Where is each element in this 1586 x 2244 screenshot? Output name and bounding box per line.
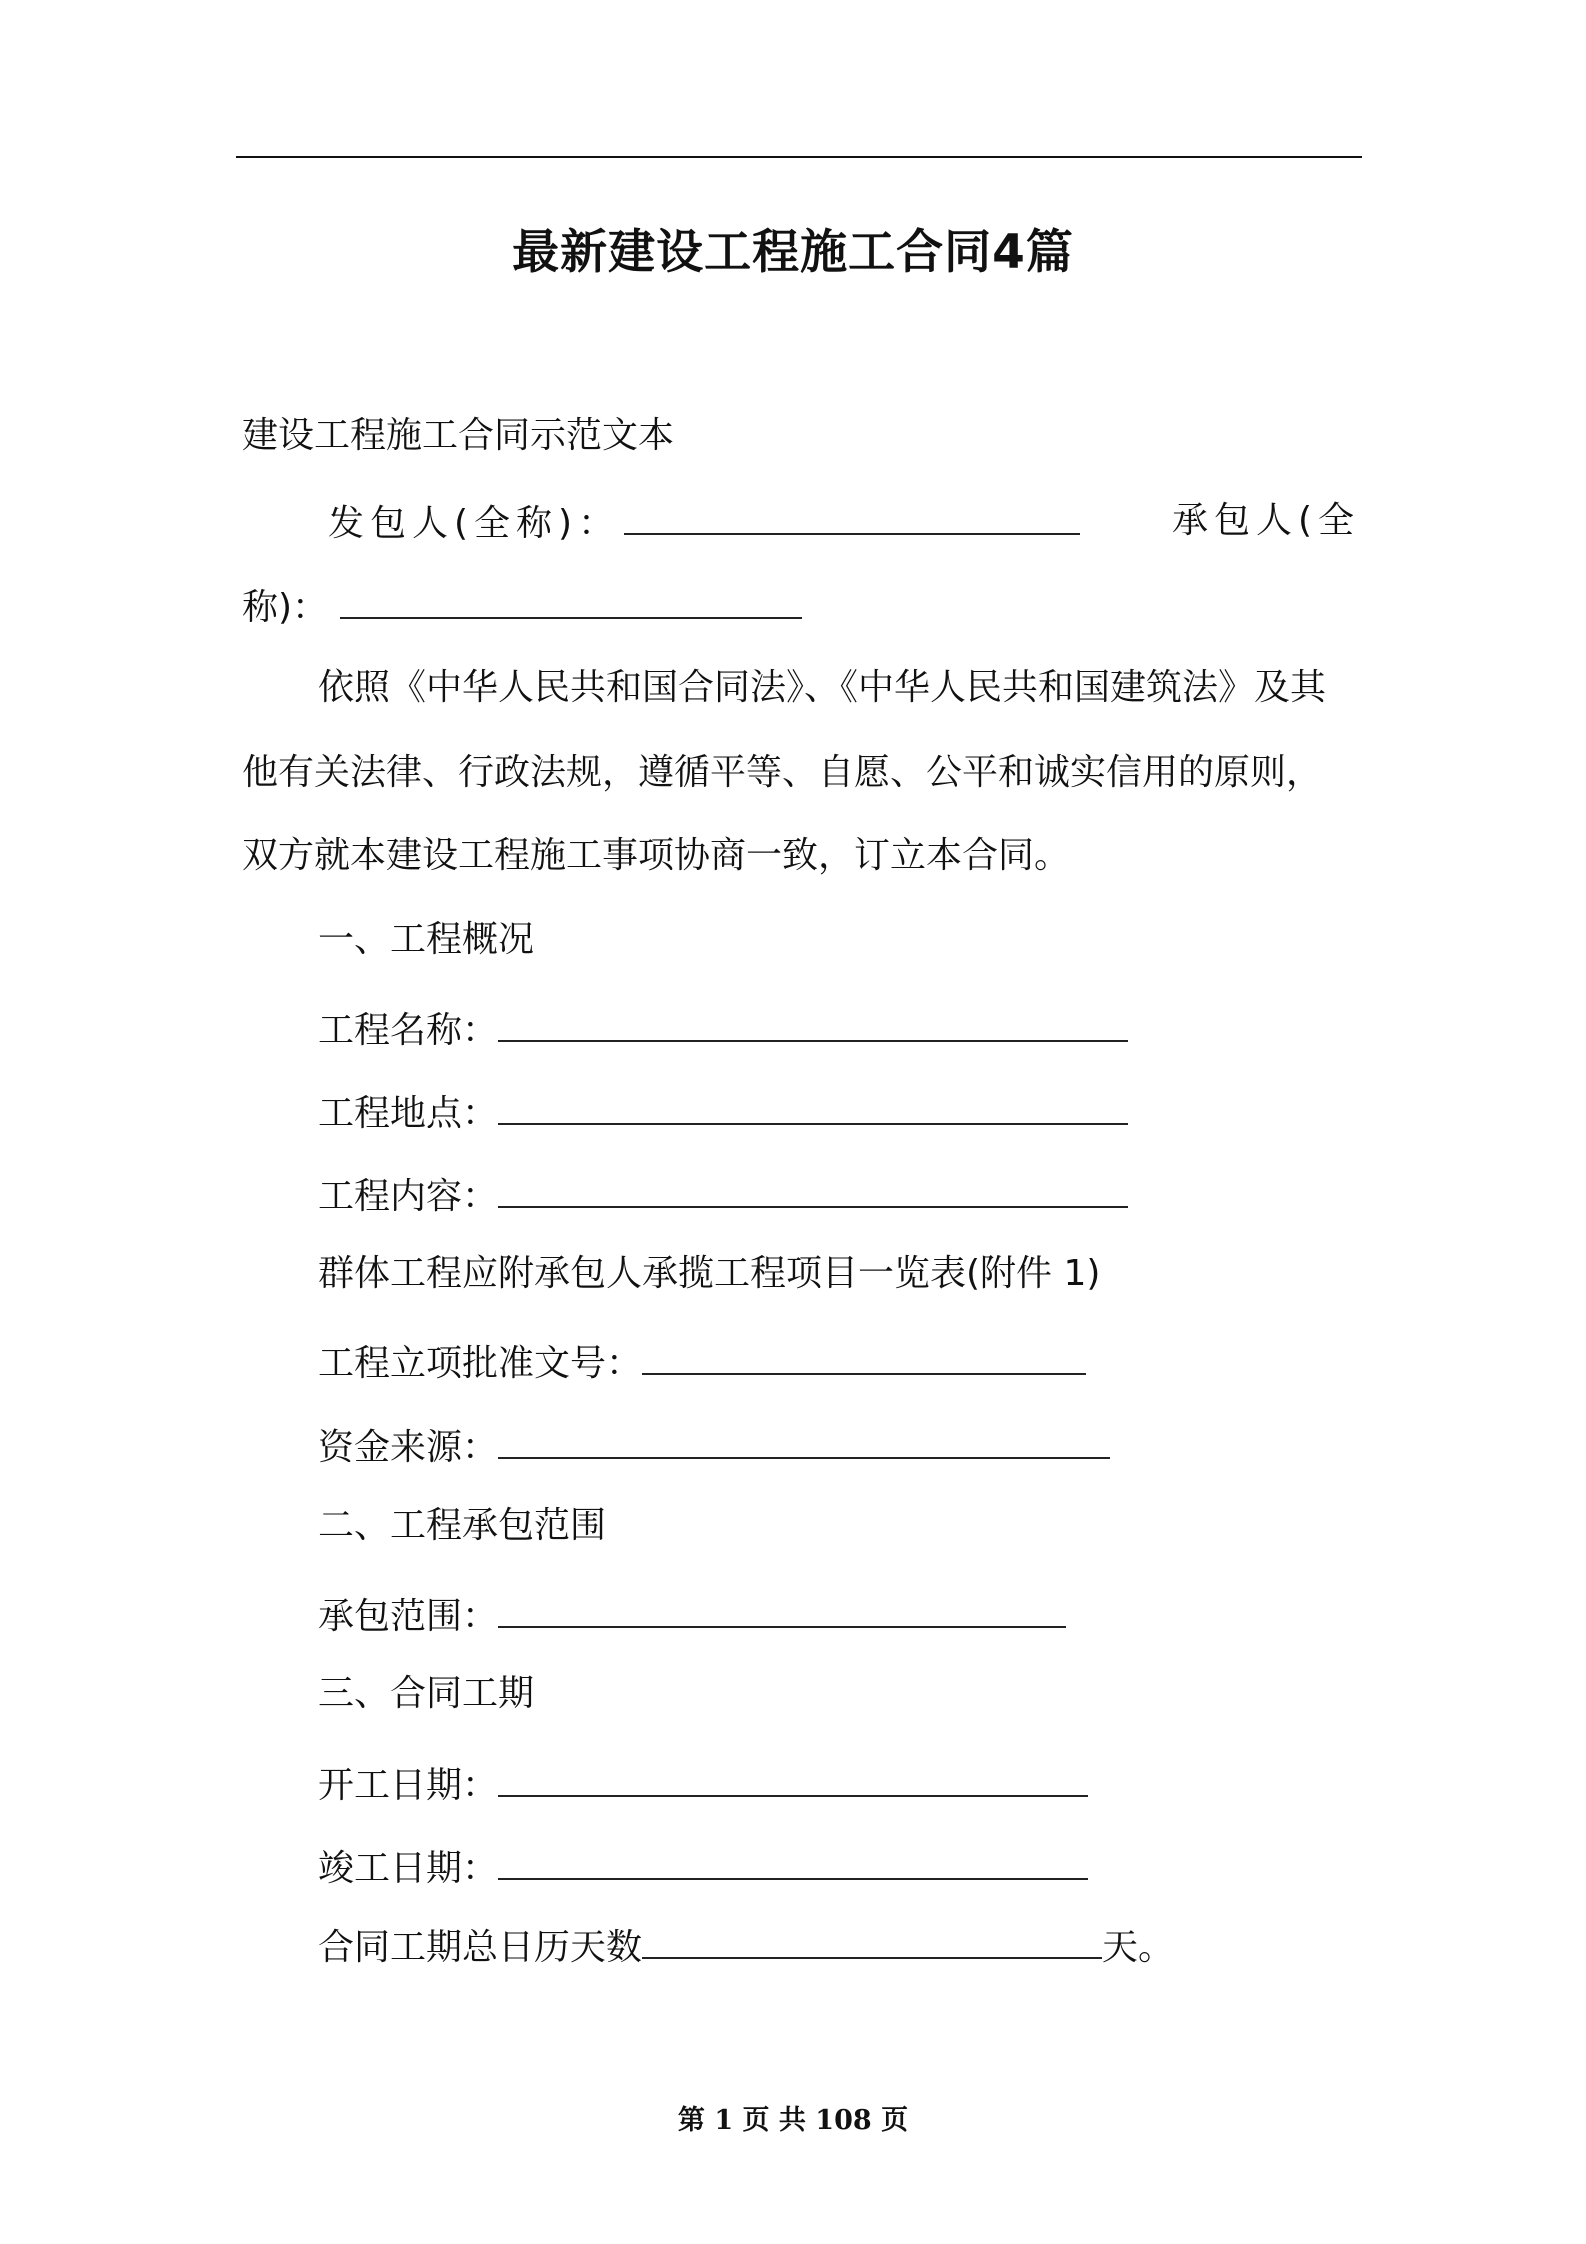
project-content-blank: [498, 1176, 1128, 1208]
project-location-label: 工程地点：: [318, 1093, 499, 1134]
project-name-label: 工程名称：: [318, 1010, 499, 1051]
start-date-field: [318, 1765, 1088, 1804]
contractor-label-part2: 称)：: [242, 587, 329, 628]
start-date-blank: [498, 1765, 1088, 1797]
scope-label: 承包范围：: [318, 1596, 499, 1637]
fund-source-label: 资金来源：: [318, 1427, 499, 1468]
total-days-prefix: 合同工期总日历天数: [318, 1927, 643, 1968]
project-content-field: [318, 1176, 1128, 1215]
approval-number-label: 工程立项批准文号：: [318, 1343, 643, 1384]
employer-blank: [624, 503, 1080, 535]
group-project-note: 群体工程应附承包人承揽工程项目一览表(附件 1): [318, 1253, 1101, 1294]
section-2-heading: 二、工程承包范围: [318, 1505, 607, 1546]
total-days-field: [318, 1927, 1174, 1966]
total-days-blank: [642, 1927, 1102, 1959]
employer-field: [328, 503, 1080, 542]
fund-source-blank: [498, 1427, 1110, 1459]
section-3-heading: 三、合同工期: [318, 1673, 535, 1714]
approval-number-field: [318, 1343, 1086, 1382]
project-name-blank: [498, 1010, 1128, 1042]
start-date-label: 开工日期：: [318, 1765, 499, 1806]
approval-number-blank: [642, 1343, 1086, 1375]
preamble-line-3: 双方就本建设工程施工事项协商一致，订立本合同。: [242, 835, 1071, 876]
contractor-blank: [340, 587, 802, 619]
project-name-field: [318, 1010, 1128, 1049]
preamble-line-1: 依照《中华人民共和国合同法》、《中华人民共和国建筑法》及其: [318, 667, 1327, 708]
scope-blank: [498, 1596, 1066, 1628]
employer-label: 发包人(全称)：: [328, 503, 621, 544]
page-footer: 第 1 页 共 108 页: [677, 2105, 909, 2136]
completion-date-blank: [498, 1848, 1088, 1880]
project-content-label: 工程内容：: [318, 1176, 499, 1217]
fund-source-field: [318, 1427, 1110, 1466]
scope-field: [318, 1596, 1066, 1635]
project-location-blank: [498, 1093, 1128, 1125]
total-days-suffix: 天。: [1102, 1927, 1175, 1968]
completion-date-label: 竣工日期：: [318, 1848, 499, 1889]
preamble-line-2: 他有关法律、行政法规，遵循平等、自愿、公平和诚实信用的原则，: [242, 752, 1323, 793]
header-rule: [236, 156, 1362, 158]
project-location-field: [318, 1093, 1128, 1132]
contractor-field: [242, 587, 802, 626]
contractor-label-part1: 承包人(全: [1172, 500, 1361, 541]
document-title: 最新建设工程施工合同4篇: [512, 225, 1074, 280]
completion-date-field: [318, 1848, 1088, 1887]
section-1-heading: 一、工程概况: [318, 919, 535, 960]
document-subtitle: 建设工程施工合同示范文本: [242, 415, 675, 456]
